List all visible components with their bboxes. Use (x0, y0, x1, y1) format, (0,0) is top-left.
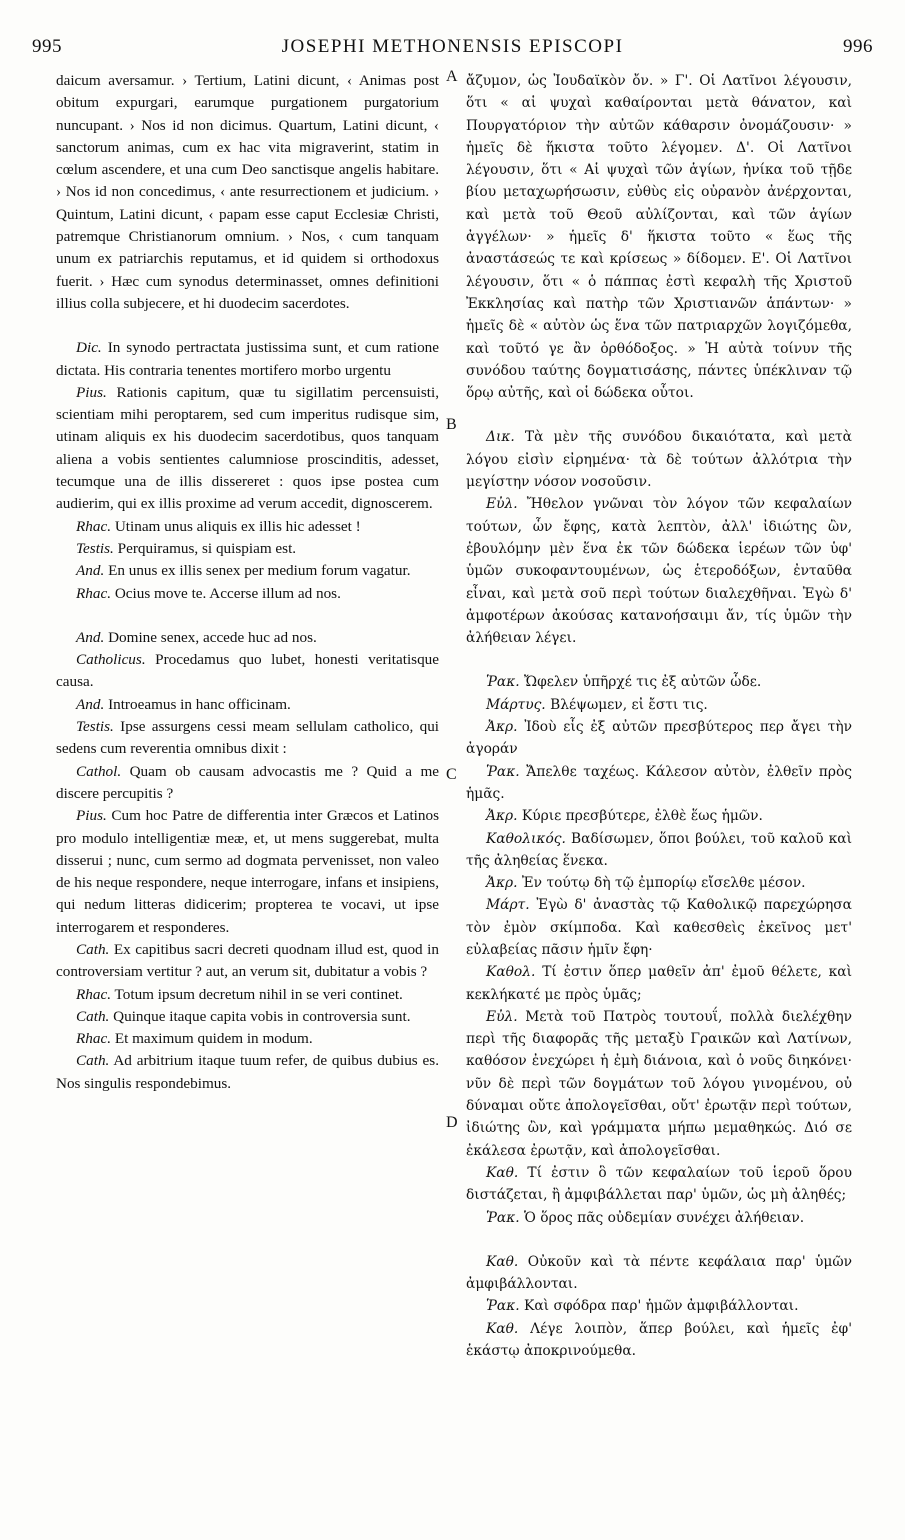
greek-paragraph: Ἀκρ. Κύριε πρεσβύτερε, ἐλθὲ ἕως ἡμῶν. (486, 808, 763, 825)
greek-paragraph: Εὐλ. Μετὰ τοῦ Πατρὸς τουτουΐ, πολλὰ διελέχθην περὶ τῆς διαφορᾶς τῆς μεταξὺ Γραικῶν καὶ Λατίνων, καθόσον ἐνεχώρει ἡ ἐμὴ διάνοια, καὶ ὁ νοῦς διηκόνει· νῦν δὲ περὶ τῶν δογμάτων τοῦ λόγου γινομένου, οὐ δύναμαι οὔτε ἀπολογεῖσθαι, οὔτ' ἐρωτᾷν περὶ τούτων, ἰδιώτης ὢν, καὶ γράμματα μήπω μεμαθηκώς. Διό σε ἐκάλεσα ἐρωτᾷν, καὶ ἀπολογεῖσθαι. (466, 1008, 852, 1159)
greek-paragraph: Μάρτ. Ἐγὼ δ' ἀναστὰς τῷ Καθολικῷ παρεχώρησα τὸν ἐμὸν σκίμποδα. Καὶ καθεσθεὶς ἐκεῖνος μετ' εὐλαβείας πᾶσιν ἡμῖν ἔφη· (466, 897, 852, 958)
speaker: Ῥακ. (486, 763, 520, 780)
latin-column (56, 70, 439, 1095)
greek-paragraph: Ῥακ. Ἄπελθε ταχέως. Κάλεσον αὐτὸν, ἐλθεῖν πρὸς ἡμᾶς. (466, 763, 852, 802)
greek-paragraph: ἄζυμον, ὡς Ἰουδαϊκὸν ὄν. » Γ'. Οἱ Λατῖνοι λέγουσιν, ὅτι « αἱ ψυχαὶ καθαίρονται μετὰ θάνατον, καὶ Πουργατόριον τὴν αὐτῶν κάθαρσιν ὀνομάζουσιν· » ἡμεῖς δὲ ἥκιστα τοῦτο λέγομεν. Δ'. Οἱ Λατῖνοι λέγουσιν, ὅτι « Αἱ ψυχαὶ τῶν ἁγίων, ἡνίκα τοῦ τῇδε βίου μεταχωρήσωσιν, εὐθὺς εἰς οὐρανὸν ἀνέρχονται, καὶ μετὰ τοῦ Θεοῦ αὐλίζονται, καὶ τῶν ἁγίων ἀγγέλων· » ἡμεῖς δ' ἥκιστα τοῦτο « ἕως τῆς ἀναστάσεώς τε καὶ κρίσεως » δίδομεν. Ε'. Οἱ Λατῖνοι λέγουσιν, ὅτι « ὁ πάππας ἐστὶ κεφαλὴ τῆς Χριστοῦ Ἐκκλησίας καὶ πατὴρ τῶν Χριστιανῶν ἁπάντων· » ἡμεῖς δὲ « αὐτὸν ὡς ἕνα τῶν πατριαρχῶν λογιζόμεθα, καὶ τοῦτό γε ἂν ὀρθόδοξος. » Ἡ αὐτὰ τοίνυν τῆς συνόδου ταύτης δογματισάσης, πάντες ὑπέκλιναν τῷ ὅρῳ αὐτῆς, καὶ οἱ δώδεκα οὗτοι. (466, 73, 852, 402)
speaker: And. (76, 628, 105, 646)
speaker: And. (76, 562, 105, 580)
greek-paragraph: Ἀκρ. Ἐν τούτῳ δὴ τῷ ἐμπορίῳ εἴσελθε μέσον. (486, 875, 806, 892)
latin-paragraph: Dic. In synodo pertractata justissima sunt, et cum ratione dictata. His contraria tenentes mortifero morbo urgentu (56, 339, 440, 379)
latin-paragraph: Testis. Ipse assurgens cessi meam sellulam catholico, qui sedens cum reverentia omnibus dixit : (56, 718, 440, 758)
latin-paragraph: Catholicus. Procedamus quo lubet, honesti veritatisque causa. (56, 651, 439, 691)
speaker: Καθ. (486, 1164, 519, 1181)
speaker: Testis. (76, 539, 114, 557)
latin-paragraph: Rhac. Ocius move te. Accerse illum ad nos. (76, 584, 341, 602)
speaker: Ῥακ. (486, 1298, 520, 1315)
margin-marker-c: C (446, 766, 457, 783)
speaker: Ἀκρ. (486, 808, 518, 825)
greek-paragraph: Ῥακ. Καὶ σφόδρα παρ' ἡμῶν ἀμφιβάλλονται. (486, 1298, 799, 1315)
latin-paragraph: Cath. Ad arbitrium itaque tuum refer, de quibus dubius es. Nos singulis respondebimus. (56, 1052, 439, 1092)
greek-paragraph: Καθολικός. Βαδίσωμεν, ὅποι βούλει, τοῦ καλοῦ καὶ τῆς ἀληθείας ἕνεκα. (466, 830, 852, 869)
latin-paragraph: Testis. Perquiramus, si quispiam est. (76, 539, 297, 557)
speaker: Cath. (76, 1007, 110, 1025)
latin-paragraph: And. Domine senex, accede huc ad nos. (76, 628, 317, 646)
speaker: Pius. (76, 807, 107, 825)
latin-paragraph: Pius. Rationis capitum, quæ tu sigillatim percensuisti, scientiam mihi peroptarem, sed cum imperitus rudisque sim, utinam aliquis ex his duodecim sacerdotibus, quos tanquam aliena a vobis sentientes calumniose proscinditis, adesset, tecumque una de illis dissereret : quos ipse postea cum audierim, qui ex illis proxime ad verum accedit, dignoscerem. (56, 383, 439, 513)
speaker: Cath. (76, 1052, 110, 1070)
greek-paragraph: Εὐλ. Ἤθελον γνῶναι τὸν λόγον τῶν κεφαλαίων τούτων, ὧν ἔφης, κατὰ λεπτὸν, ἀλλ' ἰδιώτης ὢν, ἐβουλόμην μὲν ἕνα ἐκ τῶν δώδεκα ἱερέων τῶν ὑφ' ὑμῶν συκοφαντουμένων, ὡς ἑτεροδόξων, ἐνταῦθα εἶναι, καὶ μετὰ σοῦ περὶ τούτων διαλεχθῆναι. Ἐγὼ δ' ἀμφοτέρων ἀκούσας κατανοήσαιμι ἄν, τίς ὑμῶν τὴν ἀλήθειαν λέγει. (466, 496, 852, 647)
speaker: Εὐλ. (486, 1008, 518, 1025)
speaker: Ἀκρ. (486, 719, 518, 736)
latin-paragraph: Rhac. Utinam unus aliquis ex illis hic adesset ! (76, 517, 361, 535)
margin-marker-b: B (446, 416, 457, 433)
speaker: Testis. (76, 718, 114, 736)
speaker: Μάρτυς. (486, 696, 546, 713)
greek-paragraph: Ῥακ. Ὁ ὅρος πᾶς οὐδεμίαν συνέχει ἀλήθειαν. (486, 1209, 805, 1226)
speaker: And. (76, 695, 105, 713)
greek-paragraph: Καθολ. Τί ἐστιν ὅπερ μαθεῖν ἀπ' ἐμοῦ θέλετε, καὶ κεκλήκατέ με πρὸς ὑμᾶς; (466, 964, 852, 1003)
speaker: Cath. (76, 940, 110, 958)
greek-paragraph: Δικ. Τὰ μὲν τῆς συνόδου δικαιότατα, καὶ μετὰ λόγου εἰσὶν εἰρημένα· τὰ δὲ τούτων ἀλλότρια τὴν μεγίστην νόσον νοσοῦσιν. (466, 429, 852, 491)
latin-paragraph: And. Introeamus in hanc officinam. (76, 695, 291, 713)
speaker: Εὐλ. (486, 496, 518, 513)
greek-paragraph: Ῥακ. Ὤφελεν ὑπῆρχέ τις ἐξ αὐτῶν ὧδε. (486, 674, 762, 691)
greek-paragraph: Ἀκρ. Ἰδοὺ εἷς ἐξ αὐτῶν πρεσβύτερος περ ἄγει τὴν ἀγοράν (466, 719, 853, 758)
margin-marker-d: D (446, 1114, 458, 1131)
latin-paragraph: Cathol. Quam ob causam advocastis me ? Quid a me discere percupitis ? (56, 762, 439, 802)
speaker: Καθολ. (486, 964, 536, 981)
greek-paragraph: Καθ. Λέγε λοιπὸν, ἅπερ βούλει, καὶ ἡμεῖς ἐφ' ἑκάστῳ ἀποκρινούμεθα. (466, 1320, 853, 1360)
latin-paragraph: And. En unus ex illis senex per medium forum vagatur. (76, 562, 411, 580)
greek-paragraph: Καθ. Τί ἐστιν ὃ τῶν κεφαλαίων τοῦ ἱεροῦ ὅρου διστάζεται, ἢ ἀμφιβάλλεται παρ' ὑμῶν, ὡς μὴ ἀληθές; (466, 1164, 853, 1204)
greek-paragraph: Καθ. Οὐκοῦν καὶ τὰ πέντε κεφάλαια παρ' ὑμῶν ἀμφιβάλλονται. (466, 1253, 853, 1293)
speaker: Μάρτ. (486, 897, 530, 914)
speaker: Cathol. (76, 762, 122, 780)
speaker: Rhac. (76, 584, 112, 602)
speaker: Καθ. (486, 1253, 519, 1270)
page-number-right: 996 (843, 36, 873, 57)
speaker: Catholicus. (76, 651, 146, 669)
margin-marker-a: A (446, 68, 458, 85)
greek-paragraph: Μάρτυς. Βλέψωμεν, εἰ ἔστι τις. (486, 696, 708, 713)
speaker: Καθολικός. (486, 830, 566, 847)
speaker: Pius. (76, 383, 107, 401)
speaker: Ἀκρ. (486, 875, 518, 892)
running-title: JOSEPHI METHONENSIS EPISCOPI (281, 36, 624, 57)
greek-column (466, 70, 852, 1362)
speaker: Rhac. (76, 517, 112, 535)
latin-paragraph: Rhac. Et maximum quidem in modum. (76, 1030, 313, 1048)
speaker: Ῥακ. (486, 1209, 520, 1226)
latin-paragraph: Cath. Ex capitibus sacri decreti quodnam illud est, quod in controversiam vertitur ? aut, an verum sit, dubitatur a vobis ? (56, 940, 439, 981)
speaker: Rhac. (76, 1030, 112, 1048)
speaker: Dic. (76, 339, 102, 357)
speaker: Δικ. (486, 429, 515, 446)
latin-paragraph: Rhac. Totum ipsum decretum nihil in se veri continet. (76, 985, 403, 1003)
speaker: Καθ. (486, 1320, 519, 1337)
page-number-left: 995 (32, 36, 62, 57)
speaker: Ῥακ. (486, 674, 520, 691)
latin-paragraph: Cath. Quinque itaque capita vobis in controversia sunt. (76, 1007, 411, 1025)
latin-paragraph: daicum aversamur. › Tertium, Latini dicunt, ‹ Animas post obitum expurgari, earumque purgationem purgatorium nuncupant. › Nos id non dicimus. Quartum, Latini dicunt, ‹ sanctorum animas, cum ex hac vita migraverint, statim in cœlum ascendere, et una cum Deo sanctisque angelis habitare. › Nos id non concedimus, ‹ ante resurrectionem et judicium. › Quintum, Latini dicunt, ‹ papam esse caput Ecclesiæ Christi, patremque Christianorum omnium. › Nos, ‹ cum tanquam unum ex patriarchis reputamus, et id quidem si orthodoxus fuerit. › Hæc cum synodus determinasset, omnes definitioni illius colla subjecere, et hi duodecim sacerdotes. (56, 72, 439, 312)
latin-paragraph: Pius. Cum hoc Patre de differentia inter Græcos et Latinos pro modulo intelligentiæ meæ, et, ut mens suggerebat, multa disserui ; nunc, cum sermo ad dogmata pervenisset, non valeo de his neque respondere, neque interrogare, infans et insipiens, qui nedum litteras didicerim; propterea te vocavi, ut ipse interrogarem et responderes. (56, 807, 439, 936)
speaker: Rhac. (76, 985, 112, 1003)
